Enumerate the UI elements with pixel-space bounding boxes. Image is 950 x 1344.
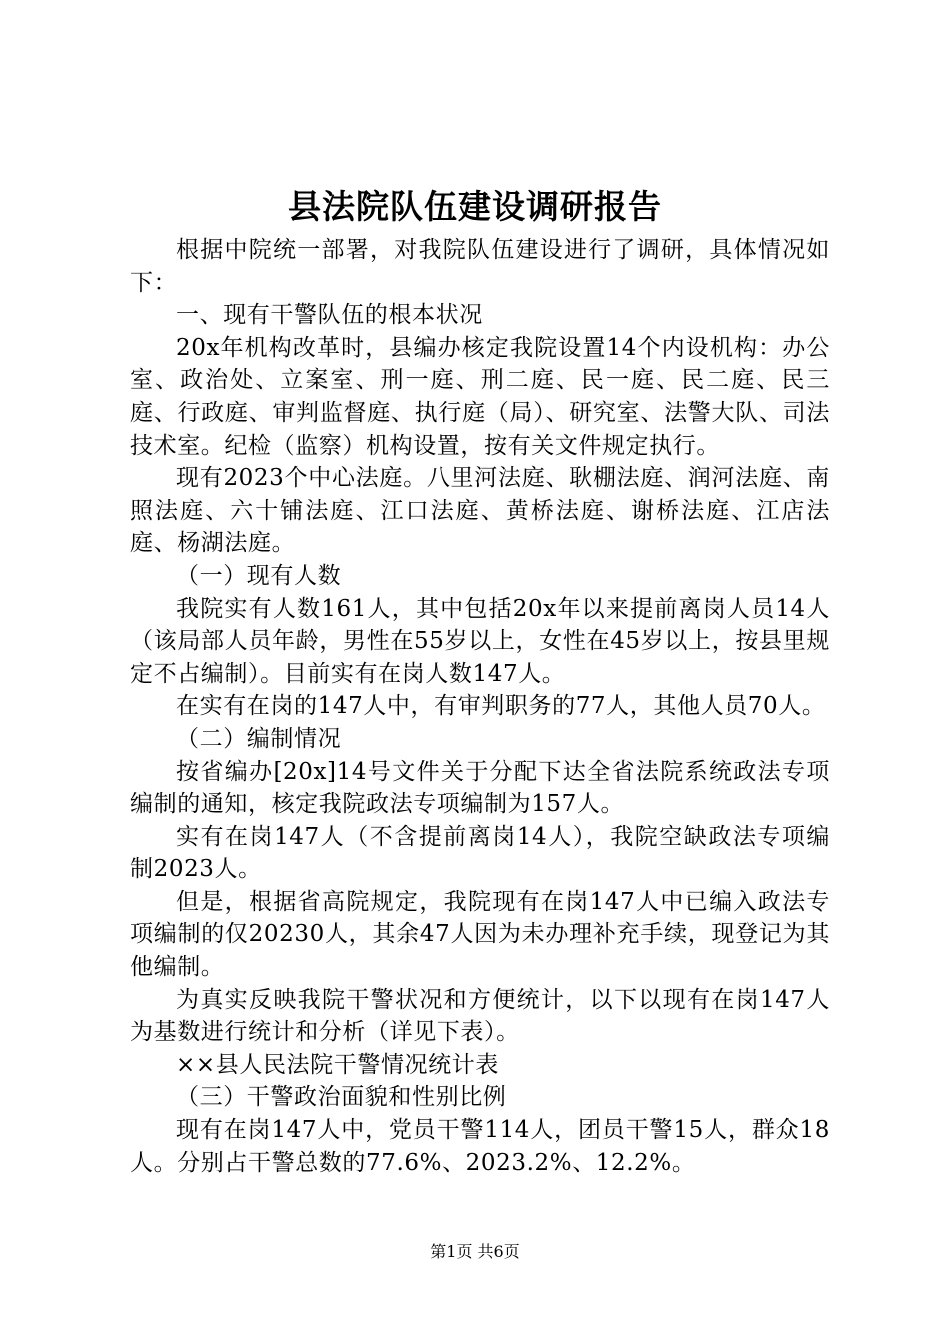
table-caption: ××县人民法院干警情况统计表 bbox=[176, 1051, 499, 1078]
paragraph: 为真实反映我院干警状况和方便统计，以下以现有在岗147人为基数进行统计和分析（详见下表）。 bbox=[130, 986, 830, 1046]
paragraph: 根据中院统一部署，对我院队伍建设进行了调研，具体情况如下： bbox=[130, 237, 830, 296]
paragraph: 按省编办[20x]14号文件关于分配下达全省法院系统政法专项编制的通知，核定我院政法专项编制为157人。 bbox=[130, 758, 830, 818]
paragraph: 但是，根据省高院规定，我院现有在岗147人中已编入政法专项编制的仅20230人，其余47人因为未办理补充手续，现登记为其他编制。 bbox=[130, 888, 830, 981]
subsection-heading: （二）编制情况 bbox=[176, 725, 342, 752]
paragraph: 实有在岗147人（不含提前离岗14人），我院空缺政法专项编制2023人。 bbox=[130, 823, 830, 883]
paragraph: 现有在岗147人中，党员干警114人，团员干警15人，群众18人。分别占干警总数的77.6%、2023.2%、12.2%。 bbox=[130, 1117, 830, 1176]
subsection-heading: （一）现有人数 bbox=[176, 562, 342, 589]
paragraph: 20x年机构改革时，县编办核定我院设置14个内设机构：办公室、政治处、立案室、刑一庭、刑二庭、民一庭、民二庭、民三庭、行政庭、审判监督庭、执行庭（局）、研究室、法警大队、司法技术室。纪检（监察）机构设置，按有关文件规定执行。 bbox=[130, 334, 830, 459]
paragraph: 我院实有人数161人，其中包括20x年以来提前离岗人员14人（该局部人员年龄，男性在55岁以上，女性在45岁以上，按县里规定不占编制）。目前实有在岗人数147人。 bbox=[130, 595, 830, 687]
section-heading: 一、现有干警队伍的根本状况 bbox=[176, 302, 483, 329]
document-title: 县法院队伍建设调研报告 bbox=[288, 187, 662, 226]
subsection-heading: （三）干警政治面貌和性别比例 bbox=[176, 1084, 507, 1111]
paragraph: 现有2023个中心法庭。八里河法庭、耿棚法庭、润河法庭、南照法庭、六十铺法庭、江口法庭、黄桥法庭、谢桥法庭、江店法庭、杨湖法庭。 bbox=[130, 465, 830, 557]
paragraph: 在实有在岗的147人中，有审判职务的77人，其他人员70人。 bbox=[176, 693, 826, 720]
page-footer: 第1页 共6页 bbox=[430, 1242, 520, 1261]
document-body bbox=[130, 234, 830, 1179]
